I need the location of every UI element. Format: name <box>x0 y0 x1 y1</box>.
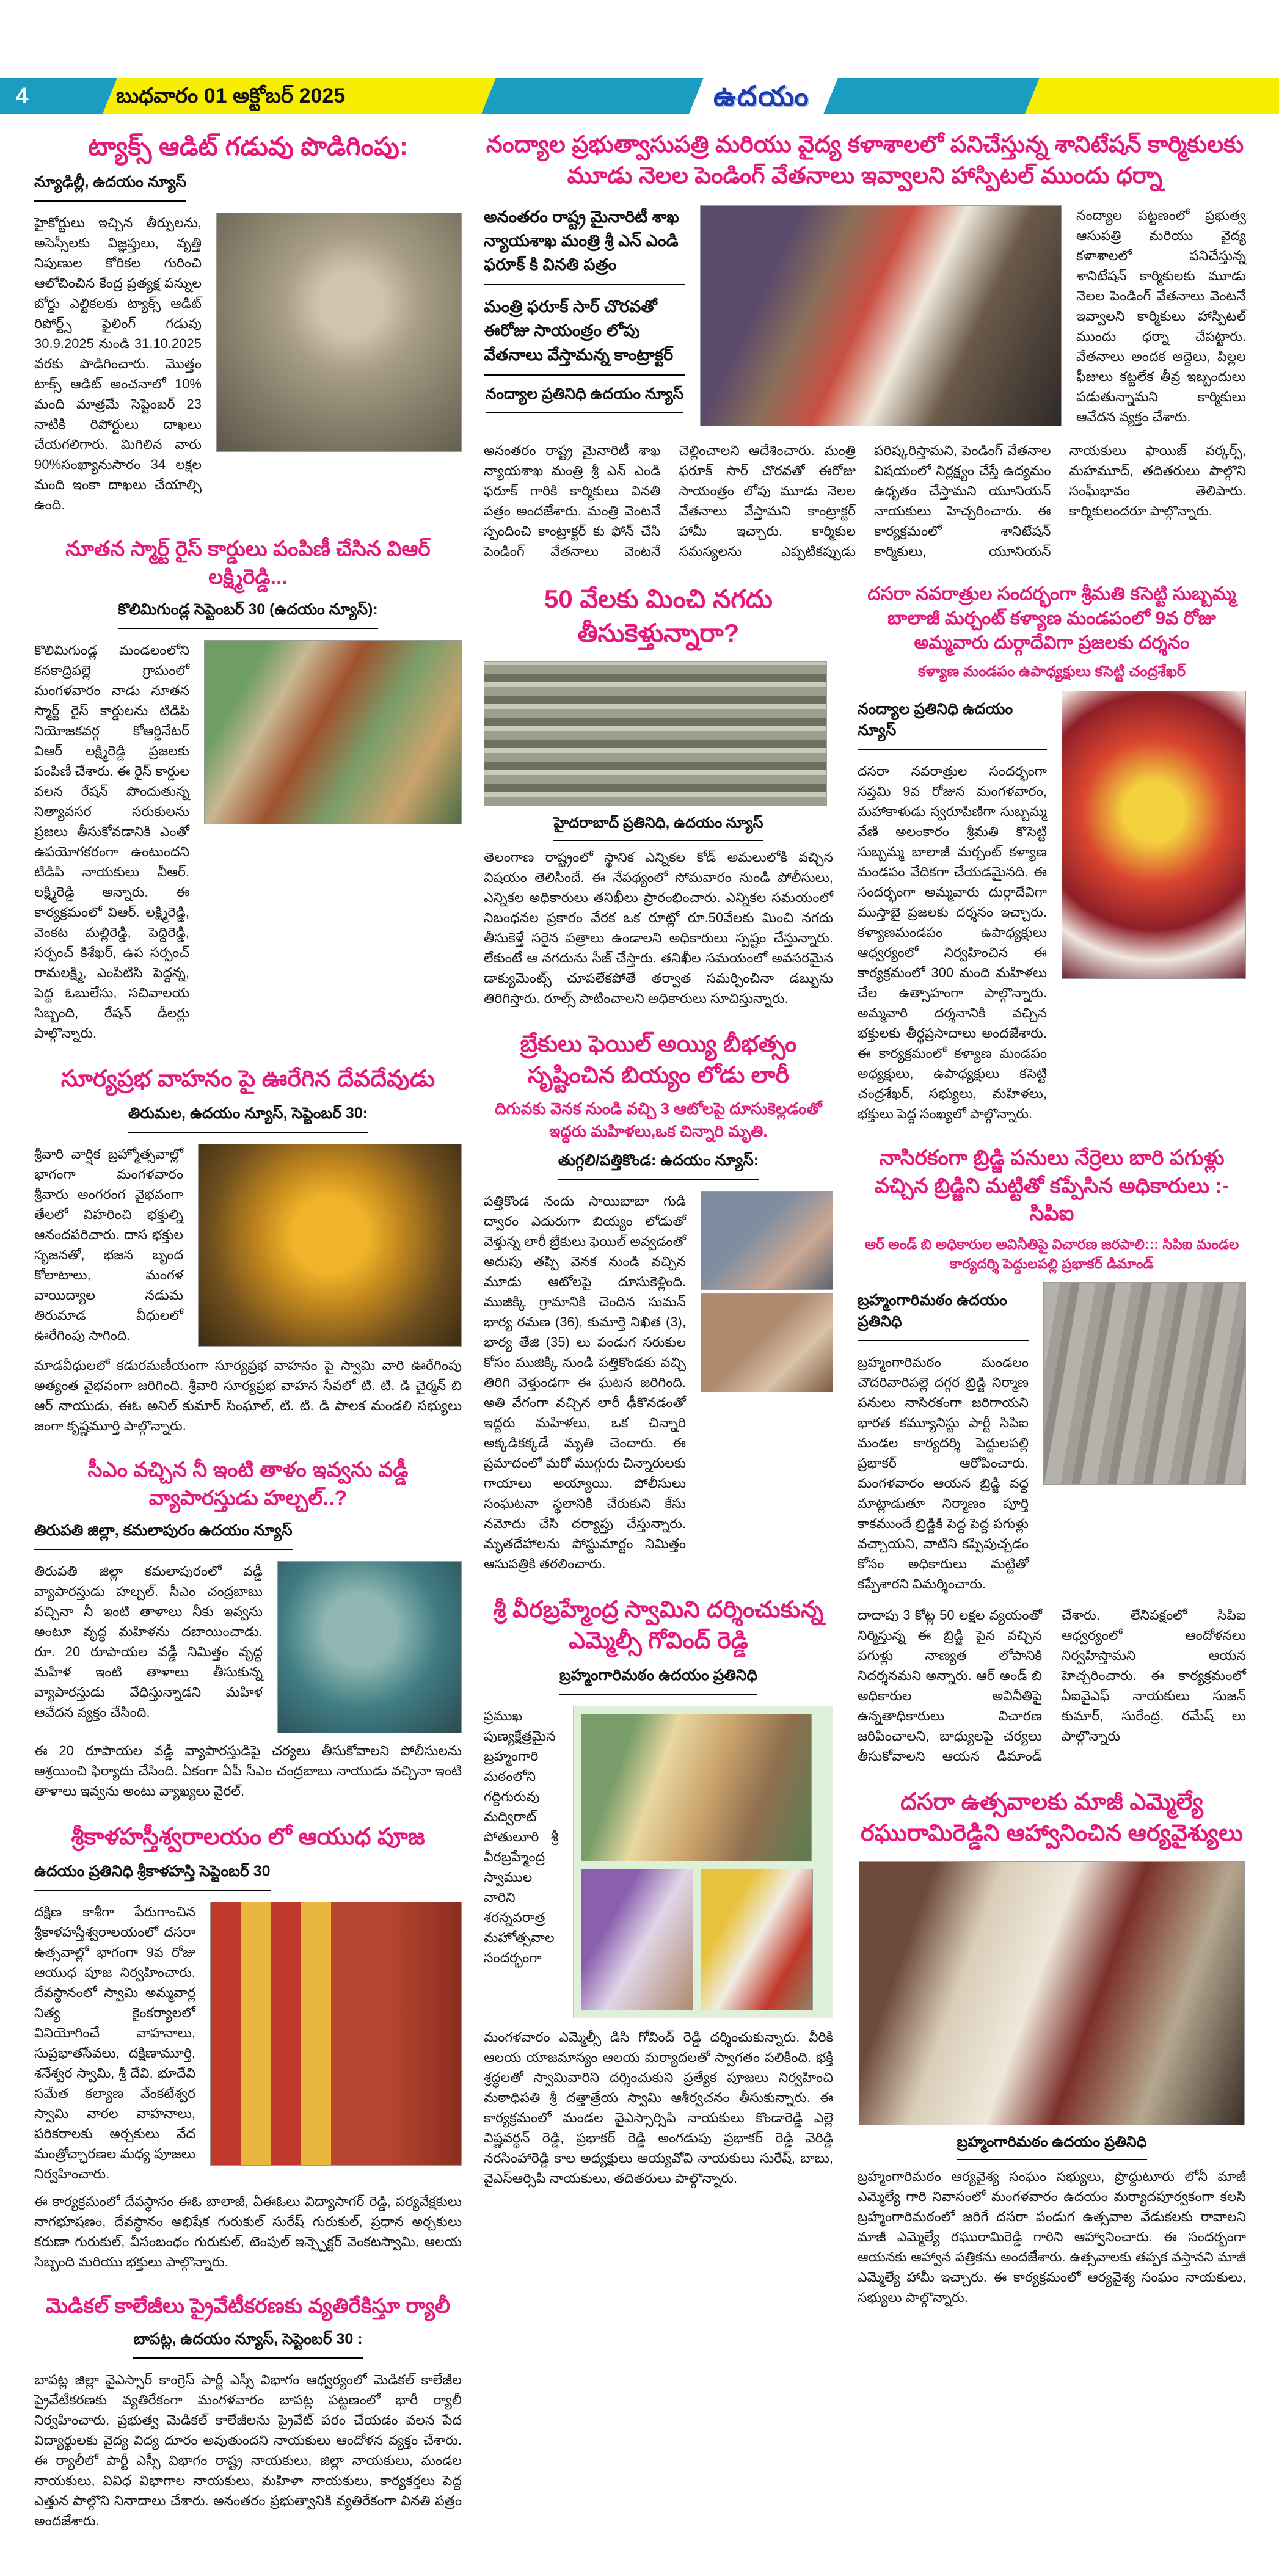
strip-yellow-right <box>1025 78 1279 114</box>
article-headline: బ్రేకులు ఫెయిల్ అయ్యి బీభత్సం సృష్టించిన బియ్యం లోడు లారీ <box>520 1031 797 1089</box>
right-column <box>858 582 1246 2328</box>
article-subhead-1: అనంతరం రాష్ట్ర మైనారిటీ శాఖ న్యాయశాఖ మంత్రి శ్రీ ఎన్ ఎండి ఫరూక్ కి వినతి పత్రం <box>484 205 685 285</box>
article-headline: దసరా నవరాత్రుల సందర్భంగా శ్రీమతి కసెట్టి సుబ్బమ్మ బాలాజీ మర్చంట్ కళ్యాణ మండపంలో 9వ రోజు అమ్మవారు దుర్గాదేవిగా ప్రజలకు దర్శనం <box>867 583 1236 653</box>
article-headline: ట్యాక్స్ ఆడిట్ గడువు పొడిగింపు: <box>88 132 408 161</box>
article-byline: తిరుమల, ఉదయం న్యూస్, సెప్టెంబర్ 30: <box>34 1105 462 1133</box>
article-subhead: కళ్యాణ మండపం ఉపాధ్యక్షులు కసెట్టి చంద్రశేఖర్ <box>917 663 1186 680</box>
photo-bridge-crack <box>1043 1282 1246 1485</box>
article-body: దసరా నవరాత్రుల సందర్భంగా సప్తమి 9వ రోజున మంగళవారం, మహాకాళుడు స్వరూపిణిగా సుబ్బమ్మ వేణి అలంకారం శ్రీమతి కొసెట్టి సుబ్బమ్మ బాలాజీ మర్చంట్ కళ్యాణ మండపం వేదికగా చేయడమైనది. ఈ సందర్భంగా అమ్మవారు దుర్గాదేవిగా ముస్తాబై ప్రజలకు దర్శనం ఇచ్చారు. కళ్యాణమండపం ఉపాధ్యక్షులు ఆధ్వర్యంలో నిర్వహించిన ఈ కార్యక్రమంలో 300 మంది మహిళలు చేల ఉత్సాహంగా పాల్గొన్నారు. అమ్మవారి దర్శనానికి వచ్చిన భక్తులకు తీర్థప్రసాదాలు అందజేశారు. ఈ కార్యక్రమంలో కళ్యాణ మండపం అధ్యక్షులు, ఉపాధ్యక్షులు కసెట్టి చంద్రశేఖర్, సభ్యులు, మహిళలు, భక్తులు పెద్ద సంఖ్యలో పాల్గొన్నారు. <box>858 763 1047 1121</box>
article-byline: ఉదయం ప్రతినిధి శ్రీకాళహస్తి సెప్టెంబర్ 30 <box>34 1863 462 1891</box>
article-byline: బాపట్ల, ఉదయం న్యూస్, సెప్టెంబర్ 30 : <box>34 2330 462 2359</box>
photo-durga-idol <box>1062 691 1246 979</box>
photo-rice-card-event <box>204 640 462 824</box>
photo-accident-victim-1 <box>701 1191 833 1290</box>
article-byline: బ్రహ్మంగారిమఠం ఉదయం ప్రతినిధి <box>858 1292 1029 1341</box>
article-body-main: అనంతరం రాష్ట్ర మైనారిటీ శాఖ న్యాయశాఖ మంత్రి శ్రీ ఎన్ ఎండి ఫరూక్ గారికి కార్మికులు వినతి పత్రం అందజేశారు. మంత్రి వెంటనే స్పందించి కాంట్రాక్టర్ కు ఫోన్ చేసి పెండింగ్ వేతనాలు వెంటనే చెల్లించాలని ఆదేశించారు. మంత్రి ఫరూక్ సార్ చొరవతో ఈరోజు సాయంత్రం లోపు మూడు నెలల వేతనాలు వేస్తామని కాంట్రాక్టర్ హామీ ఇచ్చారు. కార్మికుల సమస్యలను ఎప్పటికప్పుడు పరిష్కరిస్తామని, పెండింగ్ వేతనాల విషయంలో నిర్లక్ష్యం చేస్తే ఉద్యమం ఉధృతం చేస్తామని యూనియన్ నాయకులు హెచ్చరించారు. ఈ కార్యక్రమంలో శానిటేషన్ కార్మికులు, యూనియన్ నాయకులు ఫాయిజ్ వర్కర్స్, మహమూద్, తదితరులు పాల్గొని సంఘీభావం తెలిపారు. కార్మికులందరూ పాల్గొన్నారు. <box>484 442 1246 559</box>
strip-teal-mid-right <box>823 78 1039 114</box>
article-body: బ్రహ్మంగారిమఠం మండలం చౌదరివారిపల్లె దగ్గర బ్రిడ్జి నిర్మాణ పనులు నాసిరకంగా జరిగాయని భారత కమ్యూనిస్టు పార్టీ సిపిఐ మండల కార్యదర్శి పెద్దులపల్లి ప్రభాకర్ ఆరోపించారు. మంగళవారం ఆయన బ్రిడ్జి వద్ద మాట్లాడుతూ నిర్మాణం పూర్తి కాకముందే బ్రిడ్జికి పెద్ద పెద్ద పగుళ్లు వచ్చాయని, వాటిని కప్పిపుచ్చడం కోసం అధికారులు మట్టితో కప్పేశారని విమర్శించారు. <box>858 1354 1029 1592</box>
article-byline: నంద్యాల ప్రతినిధి ఉదయం న్యూస్ <box>484 385 685 413</box>
article-side-text: ప్రముఖ పుణ్యక్షేత్రమైన బ్రహ్మంగారి మఠంలోని గద్దిగురువు మద్విరాట్ పోతులూరి శ్రీ వీరబ్రహ్మేంద్ర స్వాముల వారిని శరన్నవరాత్ర మహోత్సవాల సందర్భంగా <box>484 1708 558 1965</box>
article-byline: నంద్యాల ప్రతినిధి ఉదయం న్యూస్ <box>858 700 1047 750</box>
article-headline: నాసిరకంగా బ్రిడ్జి పనులు నేర్రెలు బారి పగుళ్లు వచ్చిన బ్రిడ్జిని మట్టితో కప్పేసిన అధికారులు :- సిపిఐ <box>874 1146 1230 1226</box>
middle-column <box>484 582 833 2328</box>
article-dasara-invite <box>858 1787 1246 2307</box>
article-subhead: దిగువకు వెనక నుండి వచ్చి 3 ఆటోలపై దూసుకెల్లడంతో ఇద్దరు మహిళలు,ఒక చిన్నారి మృతి. <box>495 1099 822 1140</box>
photo-temple-group <box>581 1714 812 1861</box>
article-headline: మెడికల్ కాలేజీలు ప్రైవేటీకరణకు వ్యతిరేకిస్తూ ర్యాలీ <box>46 2294 450 2318</box>
strip-teal-mid-left <box>481 78 703 114</box>
article-rice-cards <box>34 536 462 1043</box>
article-headline: దసరా ఉత్సవాలకు మాజీ ఎమ్మెల్యే రఘురామిరెడ్డిని ఆహ్వానించిన ఆర్యవైశ్యులు <box>860 1789 1244 1846</box>
subhead-block <box>484 205 685 427</box>
photo-elderly-woman <box>277 1561 462 1733</box>
article-cash-limit <box>484 582 833 1009</box>
photo-temple-garlands <box>701 1869 813 2010</box>
right-group <box>484 129 1246 2552</box>
photo-temple-collage <box>573 1706 833 2018</box>
article-durga-darshan <box>858 582 1246 1124</box>
durga-text-block <box>858 691 1047 1124</box>
photo-temple-pooja <box>581 1869 693 2010</box>
masthead-strip <box>0 78 1279 114</box>
photo-suryaprabha-procession <box>198 1144 462 1347</box>
masthead-logo: ఉదయం <box>713 80 810 112</box>
photo-accident-victim-2 <box>701 1293 833 1392</box>
left-column <box>34 129 462 2552</box>
article-headline: శ్రీ వీరబ్రహ్మేంద్ర స్వామిని దర్శించుకున్న ఎమ్మెల్సీ గోవింద్ రెడ్డి <box>493 1596 824 1654</box>
page-number: 4 <box>16 83 29 108</box>
photo-invitation-meeting <box>859 1861 1245 2125</box>
photo-sanitation-protest <box>700 205 1062 426</box>
article-body-continued: దాదాపు 3 కోట్ల 50 లక్షల వ్యయంతో నిర్మిస్తున్న ఈ బ్రిడ్జి పైన వచ్చిన పగుళ్లు నాణ్యత లోపానికి నిదర్శనమని అన్నారు. ఆర్ అండ్ బి అధికారుల అవినీతిపై ఉన్నతాధికారులు విచారణ జరిపించాలని, బాధ్యులపై చర్యలు తీసుకోవాలని ఆయన డిమాండ్ చేశారు. లేనిపక్షంలో సిపిఐ ఆధ్వర్యంలో ఆందోళనలు నిర్వహిస్తామని ఆయన హెచ్చరించారు. ఈ కార్యక్రమంలో ఏఐవైఎఫ్ నాయకులు సుజన్ కుమార్, సురేంద్ర, రమేష్ లు పాల్గొన్నారు <box>858 1607 1246 1764</box>
article-medical-rally <box>34 2293 462 2531</box>
article-headline: సూర్యప్రభ వాహనం పై ఊరేగిన దేవదేవుడు <box>60 1066 435 1093</box>
article-body: దక్షిణ కాశీగా పేరుగాంచిన శ్రీకాళహస్తీశ్వరాలయంలో దసరా ఉత్సవాల్లో భాగంగా 9వ రోజు ఆయుధ పూజ నిర్వహించారు. దేవస్థానంలో స్వామి అమ్మవార్ల నిత్య కైంకర్యాలలో వినియోగించే వాహనాలు, సుప్రభాతసేవలు, దక్షిణామూర్తి, శనేశ్వర స్వామి, శ్రీ దేవి, భూదేవి సమేత కల్యాణ వేంకటేశ్వర స్వామి వారల వాహనాలు, పరికరాలకు అర్చకులు వేద మంత్రోచ్ఛారణల మధ్య పూజలు నిర్వహించారు. <box>34 1904 195 2182</box>
article-lorry-accident <box>484 1029 833 1574</box>
article-headline: శ్రీకాళహస్తీశ్వరాలయం లో ఆయుధ పూజ <box>71 1824 425 1850</box>
article-body: తెలంగాణ రాష్ట్రంలో స్థానిక ఎన్నికల కోడ్ అమలులోకి వచ్చిన విషయం తెలిసిందే. ఈ నేపథ్యంలో సోమవారం నుండి పోలీసులు, ఎన్నికల అధికారులు తనిఖీలు ప్రారంభించారు. ఎన్నికల సమయంలో నిబంధనల ప్రకారం వేరక ఒక రూట్లో రూ.50వేలకు మించి నగదు తీసుకెళ్తే సరైన పత్రాలు ఉండాలని అధికారులు స్పష్టం చేస్తున్నారు. లేకుంటే ఆ నగదును సీజ్ చేస్తారు. తనిఖీల సమయంలో అవసరమైన డాక్యుమెంట్స్ చూపలేకపోతే తర్వాత సమర్పించినా డబ్బును తిరిగిస్తారు. రూల్స్ పాటించాలని అధికారులు సూచిస్తున్నారు. <box>484 850 833 1006</box>
article-headline: సీఎం వచ్చిన నీ ఇంటి తాళం ఇవ్వను వడ్డీ వ్యాపారస్తుడు హల్చల్..? <box>87 1458 409 1510</box>
article-body: పత్తికొండ నందు సాయిబాబా గుడి ద్వారం ఎదురుగా బియ్యం లోడుతో వెళ్తున్న లారీ బ్రేకులు ఫెయిల్ అవ్వడంతో అదుపు తప్పి వెనక నుండి వచ్చిన మూడు ఆటోలపై దూసుకెళ్లింది. ముజిక్కి గ్రామానికి చెందిన సుమన్ భార్య రమణ (36), కుమార్తె నిఖిత (3), భార్య తేజి (35) లు పండుగ సరుకుల కోసం ముజిక్కి నుండి పత్తికొండకు వచ్చి తిరిగి వెళ్తుండగా ఈ ఘటన జరిగింది. అతి వేగంగా వచ్చిన లారీ ఢీకొనడంతో ఇద్దరు మహిళలు, ఒక చిన్నారి అక్కడికక్కడే మృతి చెందారు. ఈ ప్రమాదంలో మరో ముగ్గురు చిన్నారులకు గాయాలు అయ్యాయి. పోలీసులు సంఘటనా స్థలానికి చేరుకుని కేసు నమోదు చేసి దర్యాప్తు చేస్తున్నారు. మృతదేహాలను పోస్టుమార్టం నిమిత్తం ఆసుపత్రికి తరలించారు. <box>484 1193 686 1571</box>
article-bridge-cracks <box>858 1144 1246 1766</box>
article-byline: తుగ్గలి/పత్తికొండ: ఉదయం న్యూస్: <box>484 1152 833 1180</box>
article-body: మంగళవారం ఎమ్మెల్సీ డిసి గోవింద్ రెడ్డి దర్శించుకున్నారు. వీరికి ఆలయ యాజమాన్యం ఆలయ మర్యాదలతో స్వాగతం పలికింది. భక్తి శ్రద్ధలతో స్వామివారిని దర్శించుకుని ప్రత్యేక పూజలు నిర్వహించి మఠాధిపతి శ్రీ దత్తాత్రేయ స్వామి ఆశీర్వచనం తీసుకున్నారు. ఈ కార్యక్రమంలో మండల వైఎస్సార్సిపి నాయకులు కొండారెడ్డి ఎల్లె విష్ణవర్ధన్ రెడ్డి, ప్రభాకర్ రెడ్డి అంగడుపు ప్రభాకర్ రెడ్డి వెరిడ్డి నరసింహారెడ్డి కాల అధ్యక్షులు అయ్యవోవి నాయకులు సురేష్, బాబు, వైఎస్ఆర్సిపి నాయకులు, తదితరులు పాల్గొన్నారు. <box>484 2029 833 2186</box>
article-tax-audit <box>34 129 462 515</box>
photo-accident-victims <box>701 1191 833 1574</box>
photo-caption: బ్రహ్మంగారిమఠం ఉదయం ప్రతినిధి <box>858 2134 1246 2160</box>
article-cm-house-lock <box>34 1457 462 1801</box>
article-mlc-darshan <box>484 1595 833 2188</box>
article-body: బాపట్ల జిల్లా వైఎస్సార్ కాంగ్రెస్ పార్టీ ఎస్సీ విభాగం ఆధ్వర్యంలో మెడికల్ కాలేజీల ప్రైవేటీకరణకు వ్యతిరేకంగా మంగళవారం బాపట్ల పట్టణంలో భారీ ర్యాలీ నిర్వహించారు. ప్రభుత్వ మెడికల్ కాలేజీలను ప్రైవేట్ పరం చేయడం వలన పేద విద్యార్థులకు వైద్య విద్య దూరం అవుతుందని నాయకులు ఆందోళన వ్యక్తం చేశారు. ఈ ర్యాలీలో పార్టీ ఎస్సీ విభాగం రాష్ట్ర నాయకులు, జిల్లా నాయకులు, మండల నాయకులు, వివిధ విభాగాల నాయకులు, మహిళా నాయకులు, కార్యకర్తలు పెద్ద ఎత్తున పాల్గొని నినాదాలు చేశారు. అనంతరం ప్రభుత్వానికి వ్యతిరేకంగా వినతి పత్రం అందజేశారు. <box>34 2371 462 2528</box>
photo-caption: హైదరాబాద్ ప్రతినిధి, ఉదయం న్యూస్ <box>484 815 833 841</box>
article-subhead: ఆర్ అండ్ బి అధికారుల అవినీతిపై విచారణ జరపాలి::: సిపిఐ మండల కార్యదర్శి పెద్దులపల్లి ప్రభాకర్ డిమాండ్ <box>864 1235 1239 1272</box>
bridge-text-block <box>858 1282 1029 1594</box>
article-body-side: నంద్యాల పట్టణంలో ప్రభుత్వ ఆసుపత్రి మరియు వైద్య కళాశాలలో పనిచేస్తున్న శానిటేషన్ కార్మికులకు మూడు నెలల పెండింగ్ వేతనాలు వెంటనే ఇవ్వాలని కార్మికులు హాస్పిటల్ ముందు ధర్నా చేపట్టారు. వేతనాలు అందక అద్దెలు, పిల్లల ఫీజులు కట్టలేక తీవ్ర ఇబ్బందులు పడుతున్నామని కార్మికులు ఆవేదన వ్యక్తం చేశారు. <box>1076 207 1246 424</box>
article-body: తిరుపతి జిల్లా కమలాపురంలో వడ్డీ వ్యాపారస్తుడు హల్చల్. సీఎం చంద్రబాబు వచ్చినా నీ ఇంటి తాళాలు నీకు ఇవ్వను అంటూ వృద్ధ మహిళను దబాయించాడు. రూ. 20 రూపాయల వడ్డీ నిమిత్తం వృద్ధ మహిళ ఇంటి తాళాలు తీసుకున్న వ్యాపారస్తుడు వేధిస్తున్నాడని మహిళ ఆవేదన వ్యక్తం చేసింది. <box>34 1563 263 1720</box>
photo-currency-notes <box>484 661 827 806</box>
article-body: హైకోర్టులు ఇచ్చిన తీర్పులను, అసెస్సీలకు విజ్ఞప్తులు, వృత్తి నిపుణుల కోరికల గురించి ఆలోచించిన కేంద్ర ప్రత్యక్ష పన్నుల బోర్డు ఎల్టికలకు ట్యాక్స్ ఆడిట్ రిపోర్ట్స్ ఫైలింగ్ గడువు 30.9.2025 నుండి 31.10.2025 వరకు పొడిగించారు. మొత్తం టాక్స్ ఆడిట్ అంచనాలో 10% మంది మాత్రమే సెప్టెంబర్ 23 నాటికి రిపోర్టులు దాఖలు చేయగలిగారు. మిగిలిన వారు 90%సంఖ్యానుసారం 34 లక్షల మంది ఇంకా దాఖలు చేయాల్సి ఉంది. <box>34 215 202 513</box>
photo-ayudha-pooja <box>210 1902 462 2166</box>
edition-date: బుధవారం 01 అక్టోబర్ 2025 <box>116 84 346 107</box>
article-body: శ్రీవారి వార్షిక బ్రహ్మోత్సవాల్లో భాగంగా మంగళవారం శ్రీవారు అంగరంగ వైభవంగా తేలలో విహరించి భక్తుల్ని ఆనందపరిచారు. దాస భక్తుల సృజనతో, భజన బృంద కోలాటాలు, మంగళ వాయిద్యాల నడుమ తిరుమాడ వీధులలో ఊరేగింపు సాగింది. <box>34 1146 183 1344</box>
photo-finance-minister <box>216 213 462 452</box>
article-byline: తిరుపతి జిల్లా, కమలాపురం ఉదయం న్యూస్ <box>34 1522 462 1550</box>
article-headline: నంద్యాల ప్రభుత్వాసుపత్రి మరియు వైద్య కళాశాలలో పనిచేస్తున్న శానిటేషన్ కార్మికులకు మూడు నెలల పెండింగ్ వేతనాలు ఇవ్వాలని హాస్పిటల్ ముందు ధర్నా <box>486 132 1244 189</box>
article-suryaprabha <box>34 1064 462 1436</box>
article-headline: నూతన స్మార్ట్ రైస్ కార్డులు పంపిణీ చేసిన విఆర్ లక్ష్మిరెడ్డి... <box>65 537 431 589</box>
article-byline: కొలిమిగుండ్ల సెప్టెంబర్ 30 (ఉదయం న్యూస్): <box>34 601 462 629</box>
article-ayudha-pooja <box>34 1822 462 2272</box>
article-body-continued: ఈ 20 రూపాయల వడ్డీ వ్యాపారస్తుడిపై చర్యలు తీసుకోవాలని పోలీసులను ఆశ్రయించి ఫిర్యాదు చేసింది. ఏకంగా ఏపీ సీఎం చంద్రబాబు నాయుడు వచ్చినా ఇంటి తాళాలు ఇవ్వను అంటు వ్యాఖ్యలు వైరల్. <box>34 1743 462 1799</box>
article-body-continued: మాడవీధులలో కడురమణీయంగా సూర్యప్రభ వాహనం పై స్వామి వారి ఊరేగింపు అత్యంత వైభవంగా జరిగింది. శ్రీవారి సూర్యప్రభ వాహన సేవలో టి. టి. డి చైర్మన్ బి ఆర్ నాయుడు, ఈఓ అనిల్ కుమార్ సింఘాల్, టి. టి. డి పాలక మండలి సభ్యులు జంగా కృష్ణమూర్తి పాల్గొన్నారు. <box>34 1358 462 1434</box>
article-body-continued: ఈ కార్యక్రమంలో దేవస్థానం ఈఓ బాలాజీ, ఏఈఓలు విద్యాసాగర్ రెడ్డి, పర్యవేక్షకులు నాగభూషణం, దేవస్థానం అభిషేక గురుకుల్ సురేష్ గురుకుల్, ప్రధాన అర్చకులు కరుణా గురుకుల్, వీసంబంధం గురుకుల్, టెంపుల్ ఇన్స్పెక్టర్ వెంకటస్వామి, ఆలయ సిబ్బంది మరియు భక్తులు పాల్గొన్నారు. <box>34 2194 462 2270</box>
article-sanitation-dharna <box>484 129 1246 561</box>
article-byline: బ్రహ్మంగారిమఠం ఉదయం ప్రతినిధి <box>484 1667 833 1695</box>
article-byline: న్యూఢిల్లీ, ఉదయం న్యూస్ <box>34 173 462 202</box>
article-body: బ్రహ్మంగారిమఠం ఆర్యవైశ్య సంఘం సభ్యులు, ప్రొద్దుటూరు లోనీ మాజీ ఎమ్మెల్యే గారి నివాసంలో మంగళవారం ఉదయం మర్యాదపూర్వకంగా కలసి బ్రహ్మంగారిమఠంలో జరిగే దసరా పండుగ ఉత్సవాల వేడుకలకు రావాలని మాజీ ఎమ్మెల్యే రఘురామిరెడ్డి గారిని ఆహ్వానించారు. ఈ సందర్భంగా ఆయనకు ఆహ్వాన పత్రికను అందజేశారు. ఉత్సవాలకు తప్పక వస్తానని మాజీ ఎమ్మెల్యే హామీ ఇచ్చారు. ఈ కార్యక్రమంలో ఆర్యవైశ్య సంఘం నాయకులు, సభ్యులు పాల్గొన్నారు. <box>858 2168 1246 2305</box>
article-body: కొలిమిగుండ్ల మండలంలోని కనకాద్రిపల్లె గ్రామంలో మంగళవారం నాడు నూతన స్మార్ట్ రైస్ కార్డులను టిడిపి నియోజకవర్గ కోఆర్డినేటర్ విఆర్ లక్ష్మిరెడ్డి ప్రజలకు పంపిణీ చేశారు. ఈ రైస్ కార్డుల వలన రేషన్ పొందుతున్న నిత్యావసర సరుకులను ప్రజలు తీసుకోవడానికి ఎంతో ఉపయోగకరంగా ఉంటుందని టిడిపి నాయకులు వీఆర్. లక్ష్మిరెడ్డి అన్నారు. ఈ కార్యక్రమంలో విఆర్. లక్ష్మిరెడ్డి, వెంకట మల్లిరెడ్డి, పెద్దిరెడ్డి, సర్పంచ్ కిశేఖర్, ఉప సర్పంచ్ రామలక్ష్మి, ఎంపిటిసి పెద్దన్న, పెద్ద ఓబులేసు, సచివాలయ సిబ్బంది, రేషన్ డీలర్లు పాల్గొన్నారు. <box>34 642 189 1041</box>
article-subhead-2: మంత్రి ఫరూక్ సార్ చొరవతో ఈరోజు సాయంత్రం లోపు వేతనాలు వేస్తామన్న కాంట్రాక్టర్ <box>484 295 685 375</box>
article-headline: 50 వేలకు మించి నగదు తీసుకెళ్తున్నారా? <box>544 584 773 648</box>
page-content <box>0 114 1279 2576</box>
